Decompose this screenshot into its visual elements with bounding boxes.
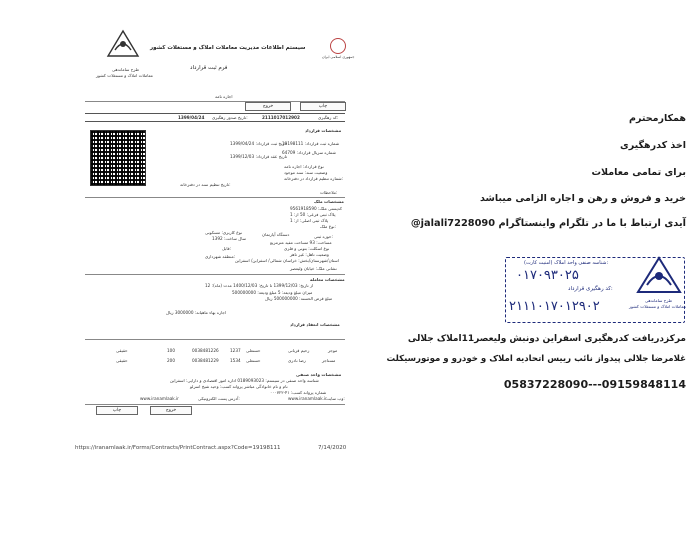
reg-number: شماره ثبت قرارداد: 19198111 bbox=[282, 141, 340, 146]
issue-date-value: 1399/04/24 bbox=[178, 115, 205, 120]
property-line: نوع اسکلت: بتونی و فلزی bbox=[284, 246, 330, 251]
ad-line-1: همکارمحترم bbox=[629, 113, 686, 124]
notes: ملاحظات: bbox=[320, 190, 338, 195]
agent-header: مشخصات واحد صنفی bbox=[296, 372, 342, 377]
samandehi-logo-icon bbox=[105, 28, 141, 68]
property-line: وضعیت تاهل: غیر تاهر bbox=[290, 252, 329, 257]
stamp-logo bbox=[629, 254, 686, 312]
bottom-exit-button[interactable]: خروج bbox=[150, 406, 192, 415]
stamp-number-2: ۲۱۱۱۰۱۷۰۱۲۹۰۲ bbox=[509, 299, 600, 314]
contract-specs-header: مشخصات قرارداد bbox=[305, 128, 342, 133]
property-side-line: منطقه شهرداری: bbox=[205, 254, 236, 259]
web-label: وب سایت: bbox=[326, 396, 345, 401]
property-line: نوع ملک: bbox=[320, 224, 336, 229]
contract-kind: نوع قرارداد: اجاره نامه bbox=[284, 164, 324, 169]
ad-line-2: اخذ کدرهگیری bbox=[620, 140, 686, 151]
footer-site-link-2[interactable]: www.iranamlaak.ir bbox=[140, 396, 179, 401]
serial: شماره سریال قرارداد: 64709 bbox=[282, 150, 336, 155]
emblem-caption: جمهوری اسلامی ایران bbox=[322, 55, 355, 59]
property-side-line: قابل: bbox=[222, 246, 232, 251]
agent-line: شناسه واحد صنفی در سیستم: 0189093023 اداره امور اقتصادی و دارایی: اسفراین bbox=[170, 378, 319, 383]
system-title: سیستم اطلاعات مدیریت معاملات املاک و مستغلات کشور bbox=[150, 45, 306, 51]
email-label: آدرس پست الکترونیکی: bbox=[198, 396, 240, 401]
contract-type: اجاره نامه bbox=[215, 94, 233, 99]
qr-code bbox=[90, 130, 146, 186]
tracking-value: 2111017012902 bbox=[262, 115, 300, 120]
ad-line-6: مرکزدریافت کدرهگیری اسفراین دونبش ولیعصر11املاک جلالی bbox=[407, 334, 686, 344]
reg-date: تاریخ ثبت قرارداد: 1399/04/24 bbox=[230, 141, 287, 146]
doc-status: وضعیت سند: سند موجود bbox=[284, 170, 328, 175]
ad-line-3: برای تمامی معاملات bbox=[591, 167, 686, 178]
property-line: پلاک ثبتی اصلی: از: 1 bbox=[290, 218, 329, 223]
drafted-date: تاریخ تنظیم سند در دفترخانه: bbox=[180, 182, 231, 187]
contract-date: تاریخ عقد قرارداد: 1399/12/03 bbox=[230, 154, 288, 159]
logo-caption-1: طرح ساماندهی bbox=[112, 67, 140, 72]
property-line: استان/شهرستان/بخش: خراسان شمالی/ اسفراین/ اسفراین bbox=[235, 258, 339, 263]
ad-line-4: خرید و فروش و رهن و اجاره الزامی میباشد bbox=[480, 193, 686, 204]
form-title: فرم ثبت قرارداد bbox=[190, 65, 228, 71]
deal-line: از تاریخ: 1399/12/03 تا تاریخ: 1400/12/03 مدت (ماه): 12 bbox=[205, 283, 314, 288]
deal-line: میزان مبلغ ودیعه: 5 مبلغ ودیعه: 500000000 bbox=[232, 290, 313, 295]
stamp-number-1: ۰۱۷۰۹۳۰۲۵ bbox=[516, 268, 579, 283]
print-date: 7/14/2020 bbox=[318, 445, 347, 451]
property-line: حوزه ثبتی: bbox=[314, 234, 333, 239]
property-line: پلاک ثبتی فرعی: 50 از: 1 bbox=[290, 212, 336, 217]
stamp-logo-caption: طرح ساماندهی bbox=[645, 298, 673, 303]
ad-line-7: غلامرضا جلالی پیدواز نائب رییس اتحادیه املاک و خودرو و موتورسیکلت bbox=[386, 354, 686, 364]
deal-line: اجاره بهاء ماهیانه: 3000000 ریال bbox=[166, 310, 227, 315]
ad-line-5: آیدی ارتباط با ما در تلگرام واینستاگرام jalali7228090@ bbox=[410, 218, 686, 229]
ad-line-8: 05837228090---09159848114 bbox=[503, 378, 686, 391]
property-side-line: نوع کاربری: مسکونی bbox=[205, 230, 243, 235]
stamp-line-2: کد رهگیری قرارداد: bbox=[568, 286, 613, 292]
agent-line: شماره پروانه کسب: ۴۱-۰۰۰۷۲۲ bbox=[270, 390, 327, 395]
bottom-print-button[interactable]: چاپ bbox=[96, 406, 138, 415]
property-header: مشخصات ملک bbox=[314, 199, 344, 204]
tracking-label: کد رهگیری: bbox=[318, 115, 339, 120]
footer-site-link[interactable]: www.iranamlaak.ir bbox=[288, 396, 327, 401]
iran-emblem-icon bbox=[330, 38, 346, 54]
deal-header: مشخصات معامله bbox=[310, 277, 345, 282]
drafted-number: شماره تنظیم قرارداد در دفترخانه: bbox=[284, 176, 344, 181]
stamp-line-1: شناسه صنفی واحد املاک (امنیت کارت): bbox=[524, 260, 609, 266]
samandehi-logo-icon bbox=[633, 254, 685, 298]
logo-caption-2: معاملات املاک و مستغلات کشور bbox=[96, 73, 153, 78]
property-line: نشانی ملک: خیابان ولیعصر bbox=[290, 266, 337, 271]
property-line: کدپستی ملک: 9561918590 bbox=[290, 206, 342, 211]
property-side-line: سال ساخت: 1392 bbox=[212, 236, 247, 241]
property-line: مساحت: 93 مساحت مفید مترمربع bbox=[270, 240, 332, 245]
issue-date-label: تاریخ صدور رهگیری: bbox=[212, 115, 248, 120]
stamp-logo-caption-2: معاملات املاک و مستغلات کشور bbox=[629, 304, 686, 309]
agent-line: نام و نام خانوادگی مباشر پروانه کسب: وحید شیخ اسرلو bbox=[190, 384, 288, 389]
print-button[interactable]: چاپ bbox=[300, 102, 346, 111]
contract-terms-header: مشخصات انعقاد قرارداد bbox=[290, 322, 340, 327]
exit-button[interactable]: خروج bbox=[245, 102, 291, 111]
print-url: https://iranamlaak.ir/Forms/Contracts/PrintContract.aspx?Code=19198111 bbox=[75, 445, 281, 451]
property-side-line: دستگاه آپارتمان bbox=[262, 232, 290, 237]
deal-line: مبلغ قرض الحسنه: 500000000 ریال bbox=[265, 296, 333, 301]
